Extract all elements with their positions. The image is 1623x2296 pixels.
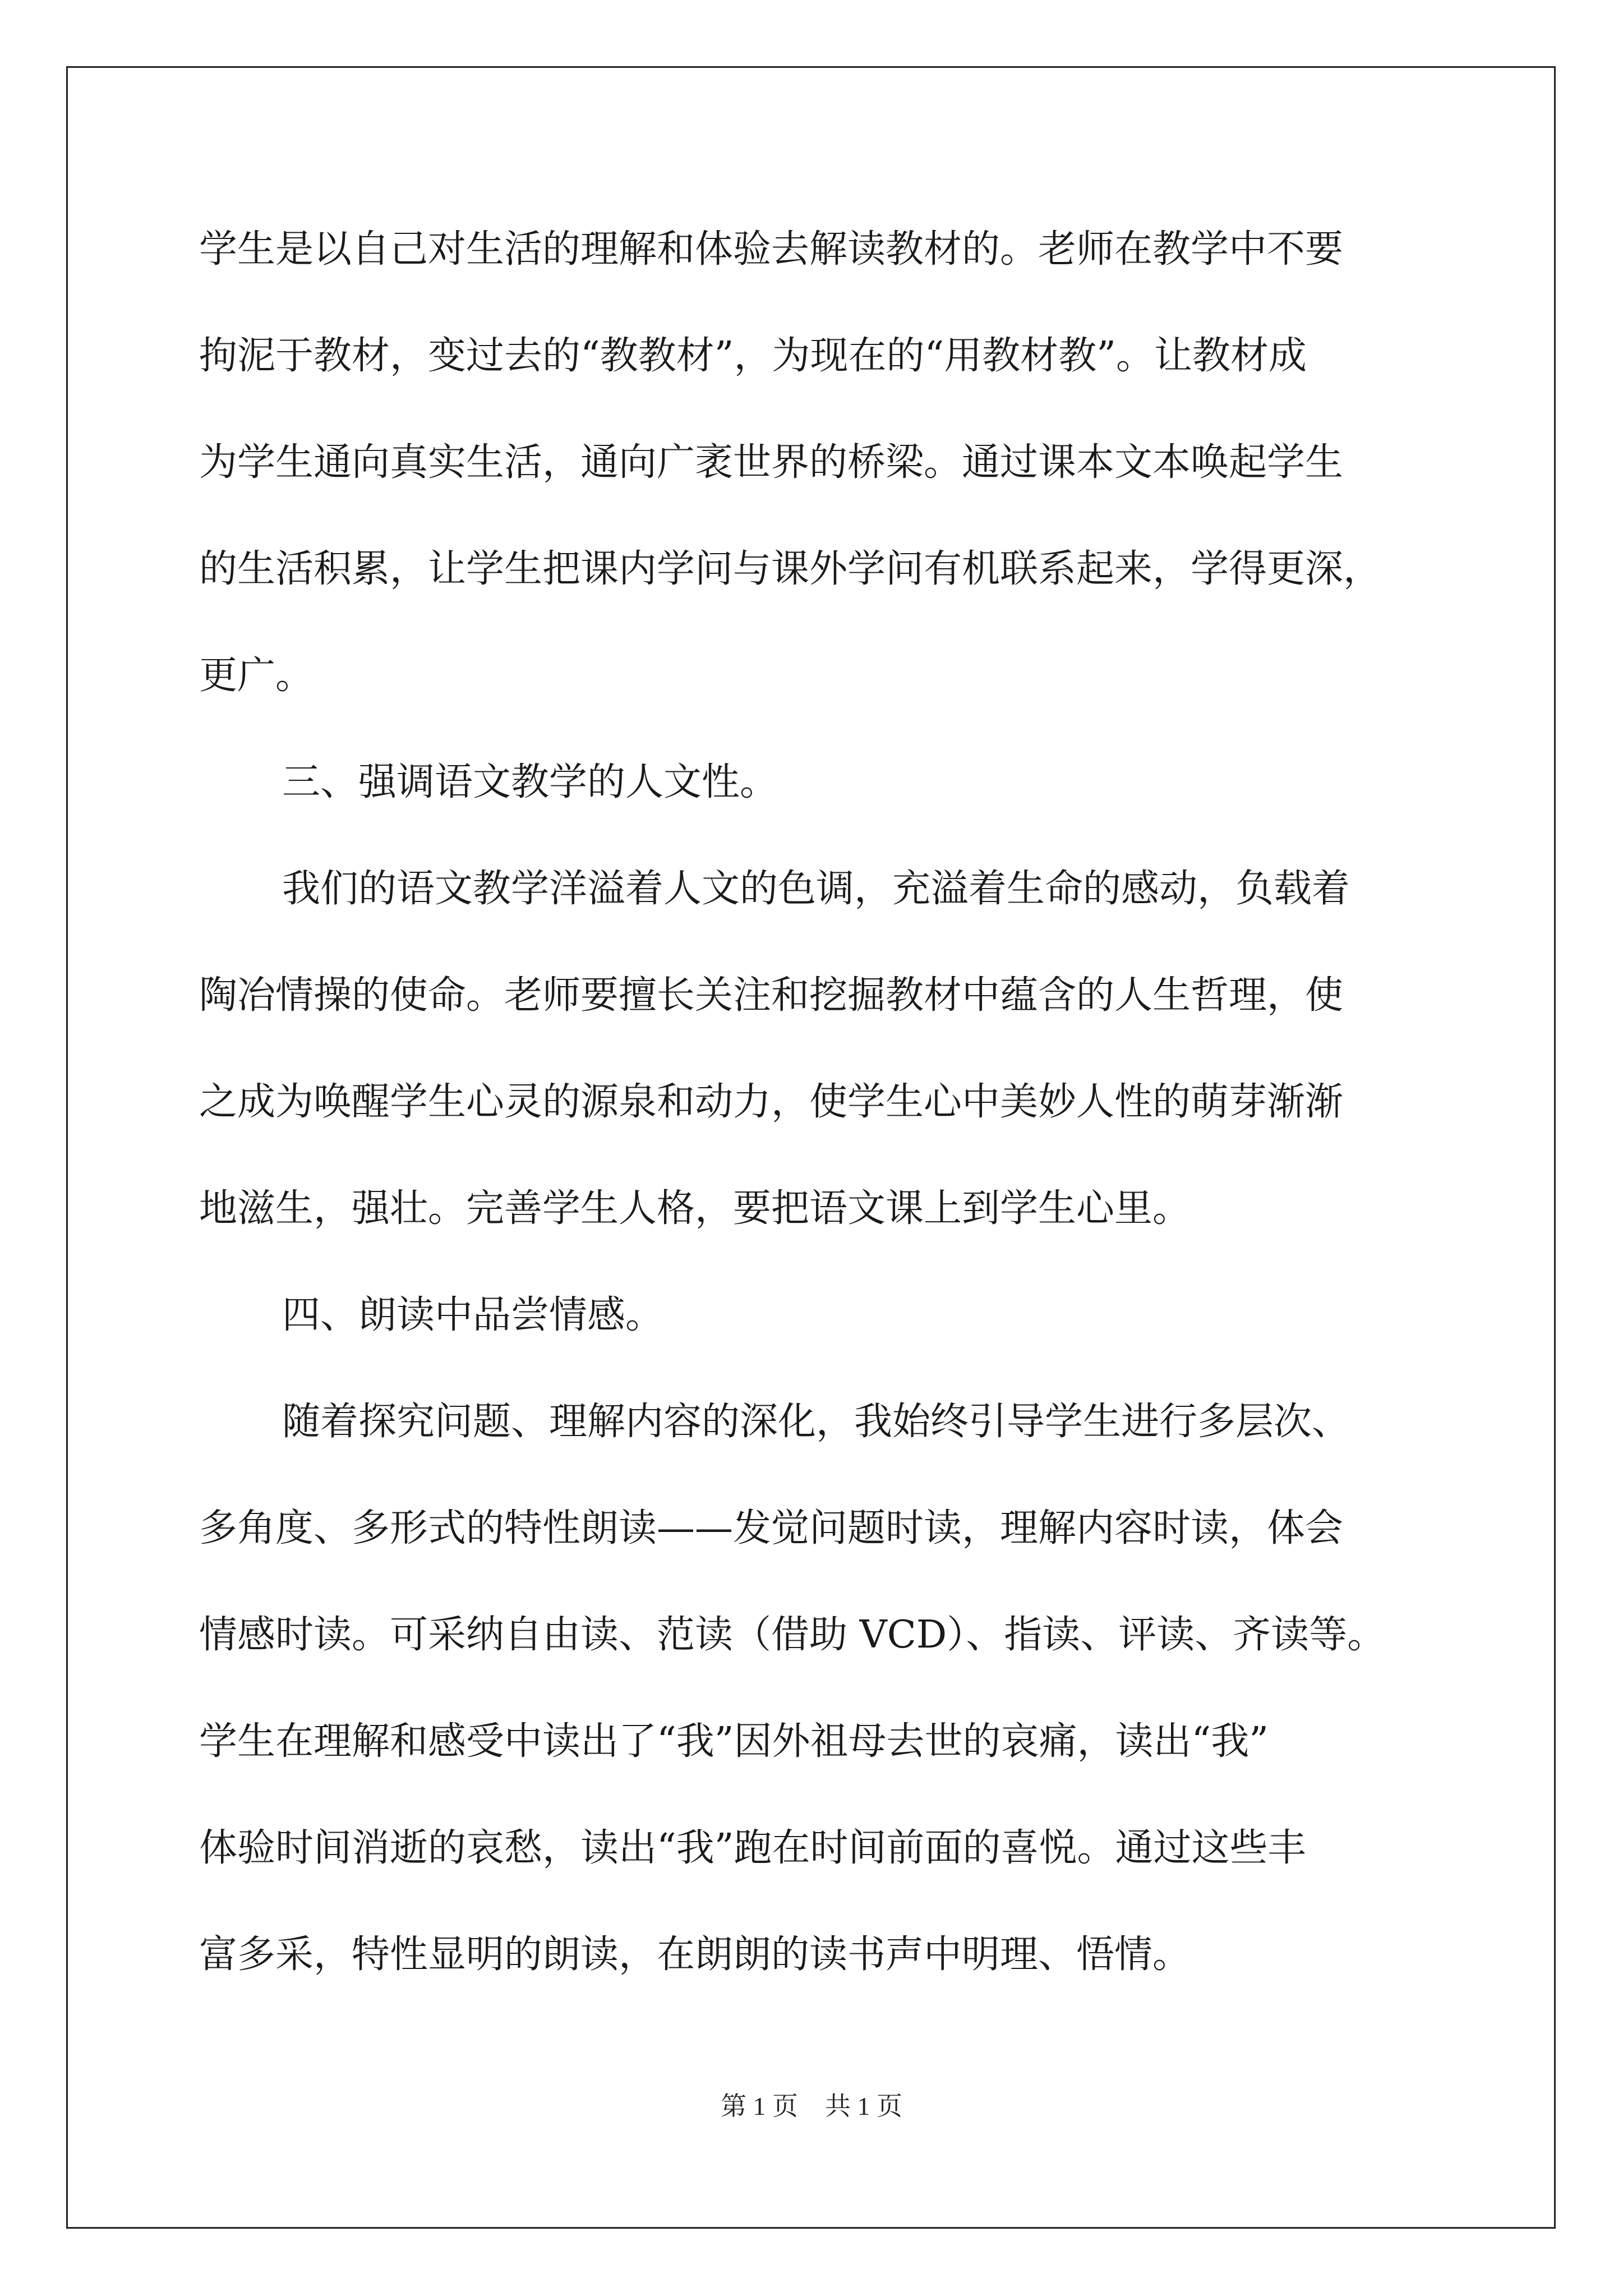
- text-line: 更广。: [199, 654, 314, 698]
- page-footer: [0, 2086, 1623, 2123]
- section-heading: 三、强调语文教学的人文性。: [282, 760, 778, 804]
- text-line: 的生活积累，让学生把课内学问与课外学问有机联系起来，学得更深，: [199, 547, 1382, 591]
- text-line: 富多采，特性显明的朗读，在朗朗的读书声中明理、悟情。: [199, 1932, 1191, 1977]
- text-line: 学生在理解和感受中读出了“我”因外祖母去世的哀痛，读出“我”: [199, 1719, 1269, 1764]
- text-line: 之成为唤醒学生心灵的源泉和动力，使学生心中美妙人性的萌芽渐渐: [199, 1080, 1344, 1124]
- page-number: 第 1 页: [721, 2092, 798, 2120]
- text-line: 地滋生，强壮。完善学生人格，要把语文课上到学生心里。: [199, 1186, 1191, 1231]
- section-heading: 四、朗读中品尝情感。: [282, 1293, 664, 1337]
- text-line: 随着探究问题、理解内容的深化，我始终引导学生进行多层次、: [282, 1400, 1350, 1444]
- text-line: 情感时读。可采纳自由读、范读（借助 VCD）、指读、评读、齐读等。: [199, 1613, 1386, 1657]
- text-line: 体验时间消逝的哀愁，读出“我”跑在时间前面的喜悦。通过这些丰: [199, 1826, 1306, 1870]
- text-line: 为学生通向真实生活，通向广袤世界的桥梁。通过课本文本唤起学生: [199, 440, 1344, 485]
- text-line: 陶冶情操的使命。老师要擅长关注和挖掘教材中蕴含的人生哲理，使: [199, 973, 1344, 1018]
- page-total: 共 1 页: [825, 2092, 902, 2120]
- text-line: 我们的语文教学洋溢着人文的色调，充溢着生命的感动，负载着: [282, 867, 1350, 911]
- text-line: 学生是以自己对生活的理解和体验去解读教材的。老师在教学中不要: [199, 227, 1344, 272]
- text-line: 多角度、多形式的特性朗读——发觉问题时读，理解内容时读，体会: [199, 1506, 1344, 1550]
- text-line: 拘泥于教材，变过去的“教教材”，为现在的“用教材教”。让教材成: [199, 334, 1307, 378]
